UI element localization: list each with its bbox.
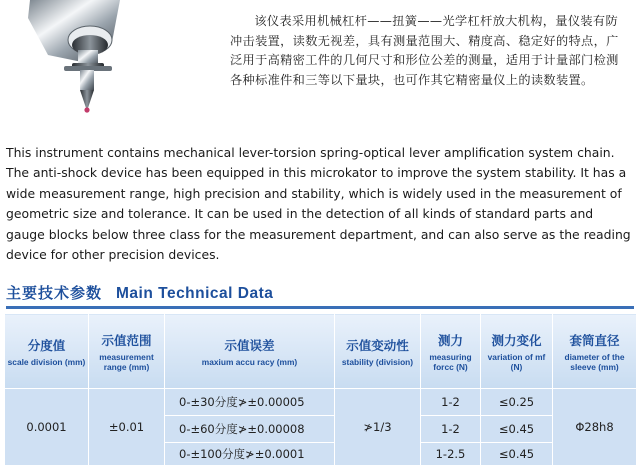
cell-stability: ≯1/3 [335, 389, 421, 466]
header-max-accuracy: 示值误差 maxium accu racy (mm) [165, 314, 335, 389]
section-title [6, 282, 634, 304]
cell-force: 1-2 [421, 389, 481, 416]
microkator-probe-image [0, 0, 215, 118]
table-row [5, 389, 637, 416]
table-header-row [5, 314, 637, 389]
section-title-cn: 主要技术参数 [6, 284, 103, 302]
header-measurement-range: 示值范围 measurement range (mm) [89, 314, 165, 389]
header-force-variation: 测力变化 variation of mf (N) [481, 314, 553, 389]
cell-sleeve-diameter: Φ28h8 [553, 389, 637, 466]
intro-english: This instrument contains mechanical lever-torsion spring-optical lever amplification system chain. The anti-shock device has been equipped in this microkator to improve the system stability. It has a wide measurement range, high precision and stability, which is widely used in the measurement of geometric size and tolerance. It can be used in the detection of all kinds of standard parts and gauge blocks below three class for the measurement department, and can also serve as the reading device for other precision devices. [6, 145, 631, 263]
technical-data-table [4, 313, 637, 466]
cell-measurement-range: ±0.01 [89, 389, 165, 466]
cell-error: 0-±60分度≯±0.00008 [165, 416, 335, 443]
cell-variation: ≤0.45 [481, 443, 553, 466]
header-scale-division: 分度值 scale division (mm) [5, 314, 89, 389]
header-sleeve-diameter: 套筒直径 diameter of the sleeve (mm) [553, 314, 637, 389]
header-stability: 示值变动性 stability (division) [335, 314, 421, 389]
cell-force: 1-2 [421, 416, 481, 443]
cell-error: 0-±30分度≯±0.00005 [165, 389, 335, 416]
cell-variation: ≤0.25 [481, 389, 553, 416]
cell-error: 0-±100分度≯±0.0001 [165, 443, 335, 466]
intro-chinese: 该仪表采用机械杠杆——扭簧——光学杠杆放大机构，量仪装有防冲击装置，读数无视差，具有测量范围大、精度高、稳定好的特点，广泛用于高精密工件的几何尺寸和形位公差的测量，适用于计量部门检测各种标准件和三等以下量块，也可作其它精密量仪上的读数装置。 [230, 14, 619, 87]
header-measuring-force: 测力 measuring forcc (N) [421, 314, 481, 389]
section-divider [6, 306, 634, 309]
cell-force: 1-2.5 [421, 443, 481, 466]
section-title-en: Main Technical Data [116, 285, 274, 302]
cell-variation: ≤0.45 [481, 416, 553, 443]
cell-scale-division: 0.0001 [5, 389, 89, 466]
